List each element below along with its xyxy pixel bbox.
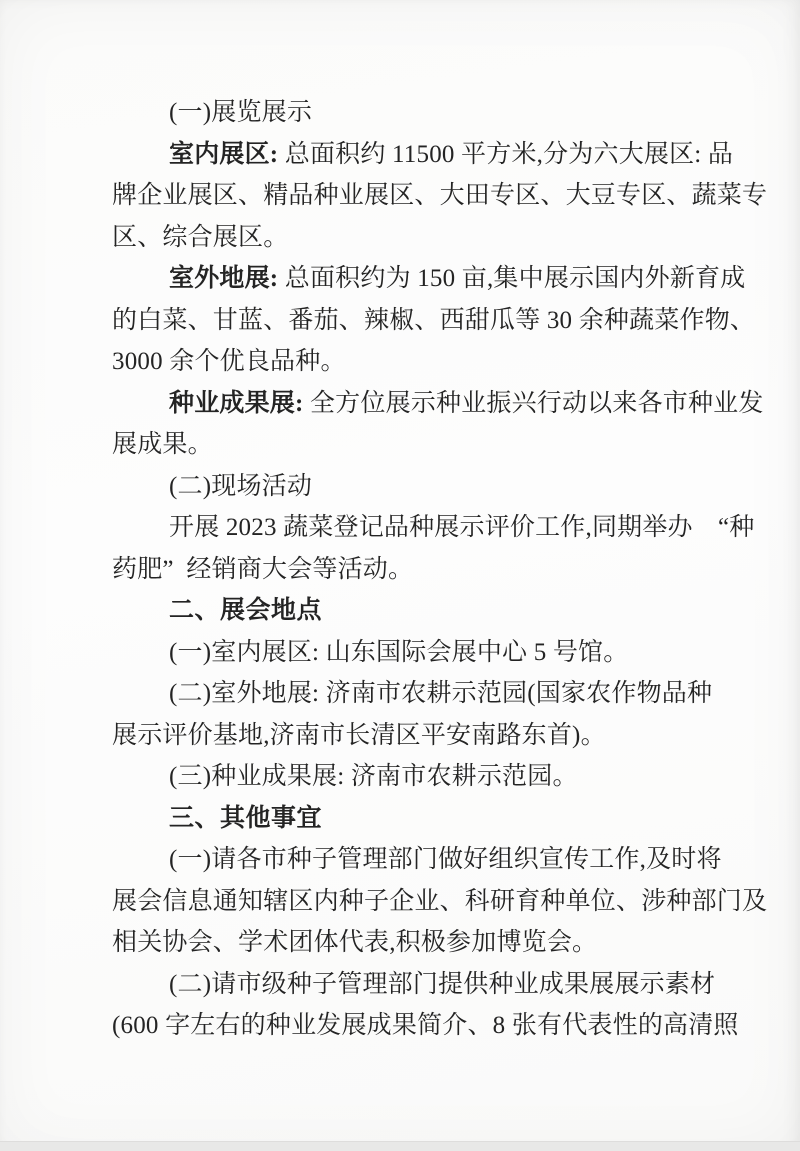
text-line [112, 756, 784, 798]
body-text: 的白菜、甘蓝、番茄、辣椒、西甜瓜等 30 余种蔬菜作物、 [112, 306, 756, 334]
text-line [112, 217, 784, 259]
text-line [112, 258, 784, 300]
text-line [112, 632, 784, 674]
label-text: 室内展区: [169, 140, 279, 168]
label-text: 种业成果展: [169, 389, 304, 417]
heading-text: 三、其他事宜 [169, 803, 323, 832]
body-text: 展会信息通知辖区内种子企业、科研育种单位、涉种部门及 [112, 887, 768, 915]
body-text: (二)请市级种子管理部门提供种业成果展展示素材 [169, 970, 716, 998]
subhead-text: (二)现场活动 [169, 472, 313, 500]
body-text: 总面积约 11500 平方米,分为六大展区: 品 [278, 140, 734, 168]
body-text: 展示评价基地,济南市长清区平安南路东首)。 [112, 721, 606, 749]
text-line [112, 590, 784, 632]
text-line [112, 1005, 784, 1047]
text-line [112, 134, 784, 176]
text-line [112, 507, 784, 549]
text-line [112, 922, 784, 964]
scan-bottom-edge [0, 1141, 800, 1151]
text-line [112, 964, 784, 1006]
label-text: 室外地展: [169, 265, 279, 292]
body-text: 牌企业展区、精品种业展区、大田专区、大豆专区、蔬菜专 [112, 182, 768, 209]
body-text: (600 字左右的种业发展成果简介、8 张有代表性的高清照 [112, 1012, 739, 1039]
text-line [112, 798, 784, 840]
body-text: 全方位展示种业振兴行动以来各市种业发 [303, 389, 764, 417]
body-text: 开展 2023 蔬菜登记品种展示评价工作,同期举办 “种 [169, 514, 755, 541]
body-text: 总面积约为 150 亩,集中展示国内外新育成 [278, 265, 746, 292]
body-text: 相关协会、学术团体代表,积极参加博览会。 [112, 929, 598, 956]
text-line [112, 175, 784, 217]
heading-text: 二、展会地点 [169, 596, 323, 624]
text-line [112, 673, 784, 715]
body-text: (三)种业成果展: 济南市农耕示范园。 [169, 763, 578, 790]
text-line [112, 424, 784, 466]
text-line [112, 839, 784, 881]
text-line [112, 549, 784, 591]
text-line [112, 300, 784, 342]
document-text [112, 92, 784, 1047]
body-text: (一)室内展区: 山东国际会展中心 5 号馆。 [169, 638, 629, 666]
text-line [112, 881, 784, 923]
text-line [112, 466, 784, 508]
body-text: 区、综合展区。 [112, 223, 289, 251]
body-text: 3000 余个优良品种。 [112, 348, 346, 375]
subhead-text: (一)展览展示 [169, 99, 313, 126]
body-text: 药肥” 经销商大会等活动。 [112, 555, 414, 583]
body-text: (二)室外地展: 济南市农耕示范园(国家农作物品种 [169, 680, 713, 707]
body-text: (一)请各市种子管理部门做好组织宣传工作,及时将 [169, 846, 722, 873]
text-line [112, 341, 784, 383]
text-line [112, 92, 784, 134]
body-text: 展成果。 [112, 431, 213, 458]
text-line [112, 715, 784, 757]
text-line [112, 383, 784, 425]
